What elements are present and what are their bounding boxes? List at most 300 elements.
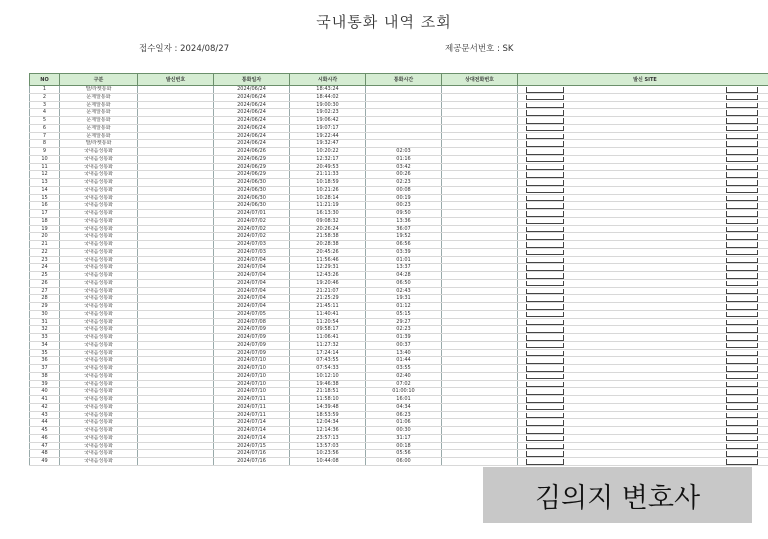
cell-caller-number	[138, 233, 214, 241]
cell-start-time: 21:11:33	[290, 171, 366, 179]
cell-no: 31	[30, 318, 60, 326]
cell-duration: 02:40	[366, 372, 442, 380]
cell-call-date: 2024/07/16	[214, 450, 290, 458]
redaction-box	[726, 126, 758, 132]
cell-duration: 01:16	[366, 155, 442, 163]
cell-type: 국내음성통화	[60, 450, 138, 458]
cell-start-time: 20:45:26	[290, 248, 366, 256]
cell-other-number	[442, 179, 518, 187]
redaction-box	[526, 265, 564, 271]
cell-start-time: 19:20:46	[290, 279, 366, 287]
redaction-box	[726, 444, 758, 450]
cell-no: 43	[30, 411, 60, 419]
table-row	[30, 171, 768, 179]
cell-call-date: 2024/07/04	[214, 264, 290, 272]
cell-call-date: 2024/07/03	[214, 248, 290, 256]
cell-site	[518, 163, 768, 171]
cell-type: 국내음성통화	[60, 434, 138, 442]
cell-other-number	[442, 225, 518, 233]
cell-other-number	[442, 233, 518, 241]
table-row	[30, 411, 768, 419]
cell-no: 25	[30, 272, 60, 280]
redaction-box	[726, 196, 758, 202]
cell-other-number	[442, 442, 518, 450]
cell-type: 국내음성통화	[60, 186, 138, 194]
cell-other-number	[442, 93, 518, 101]
redaction-box	[726, 110, 758, 116]
cell-call-date: 2024/07/04	[214, 295, 290, 303]
cell-other-number	[442, 171, 518, 179]
table-row	[30, 186, 768, 194]
redaction-box	[526, 180, 564, 186]
cell-call-date: 2024/07/04	[214, 303, 290, 311]
cell-start-time: 11:58:10	[290, 396, 366, 404]
cell-start-time: 16:13:30	[290, 210, 366, 218]
cell-type: 국내음성통화	[60, 248, 138, 256]
cell-call-date: 2024/07/10	[214, 380, 290, 388]
redaction-box	[526, 149, 564, 155]
cell-other-number	[442, 86, 518, 94]
redaction-box	[526, 358, 564, 364]
cell-site	[518, 295, 768, 303]
cell-caller-number	[138, 279, 214, 287]
redaction-box	[526, 405, 564, 411]
cell-start-time: 11:40:41	[290, 310, 366, 318]
cell-other-number	[442, 101, 518, 109]
cell-start-time: 21:18:51	[290, 388, 366, 396]
cell-start-time: 17:24:14	[290, 349, 366, 357]
cell-caller-number	[138, 357, 214, 365]
table-row	[30, 101, 768, 109]
cell-other-number	[442, 326, 518, 334]
cell-no: 30	[30, 310, 60, 318]
cell-type: 국내음성통화	[60, 396, 138, 404]
cell-call-date: 2024/07/15	[214, 442, 290, 450]
cell-duration: 36:07	[366, 225, 442, 233]
table-row	[30, 248, 768, 256]
cell-no: 34	[30, 341, 60, 349]
cell-site	[518, 117, 768, 125]
document-number: 제공문서번호 : SK	[445, 44, 514, 54]
cell-type: 국내음성통화	[60, 279, 138, 287]
cell-caller-number	[138, 163, 214, 171]
cell-site	[518, 217, 768, 225]
redaction-box	[526, 126, 564, 132]
redaction-box	[726, 374, 758, 380]
cell-other-number	[442, 248, 518, 256]
cell-site	[518, 86, 768, 94]
redaction-box	[526, 110, 564, 116]
cell-duration: 29:27	[366, 318, 442, 326]
cell-other-number	[442, 132, 518, 140]
cell-other-number	[442, 427, 518, 435]
table-row	[30, 365, 768, 373]
cell-no: 24	[30, 264, 60, 272]
cell-duration	[366, 132, 442, 140]
cell-call-date: 2024/07/14	[214, 419, 290, 427]
cell-caller-number	[138, 124, 214, 132]
cell-duration	[366, 117, 442, 125]
cell-call-date: 2024/07/10	[214, 372, 290, 380]
cell-type: 국내음성통화	[60, 318, 138, 326]
table-row	[30, 427, 768, 435]
cell-start-time: 19:00:30	[290, 101, 366, 109]
redaction-box	[526, 234, 564, 240]
cell-call-date: 2024/07/08	[214, 318, 290, 326]
table-row	[30, 341, 768, 349]
cell-duration: 13:36	[366, 217, 442, 225]
redaction-box	[526, 95, 564, 101]
redaction-box	[526, 366, 564, 372]
cell-other-number	[442, 155, 518, 163]
redaction-box	[526, 188, 564, 194]
cell-duration: 00:19	[366, 194, 442, 202]
redaction-box	[726, 149, 758, 155]
cell-caller-number	[138, 427, 214, 435]
table-row	[30, 310, 768, 318]
cell-type: 국내음성통화	[60, 419, 138, 427]
cell-start-time: 12:32:17	[290, 155, 366, 163]
table-row	[30, 334, 768, 342]
cell-type: 문제알통화	[60, 101, 138, 109]
cell-site	[518, 155, 768, 163]
cell-no: 17	[30, 210, 60, 218]
redaction-box	[526, 304, 564, 310]
cell-call-date: 2024/06/26	[214, 148, 290, 156]
redaction-box	[726, 343, 758, 349]
call-history-table	[29, 73, 768, 466]
cell-other-number	[442, 396, 518, 404]
cell-duration: 05:56	[366, 450, 442, 458]
cell-duration: 19:31	[366, 295, 442, 303]
cell-no: 41	[30, 396, 60, 404]
redaction-box	[526, 289, 564, 295]
redaction-box	[726, 413, 758, 419]
redaction-box	[526, 320, 564, 326]
cell-no: 33	[30, 334, 60, 342]
cell-duration: 01:00:10	[366, 388, 442, 396]
redaction-box	[726, 87, 758, 93]
table-row	[30, 155, 768, 163]
redaction-box	[526, 343, 564, 349]
cell-call-date: 2024/06/24	[214, 140, 290, 148]
redaction-box	[526, 134, 564, 140]
redaction-box	[726, 289, 758, 295]
cell-site	[518, 427, 768, 435]
cell-start-time: 21:45:11	[290, 303, 366, 311]
cell-caller-number	[138, 186, 214, 194]
table-row	[30, 303, 768, 311]
cell-duration: 13:40	[366, 349, 442, 357]
cell-other-number	[442, 210, 518, 218]
redaction-box	[526, 428, 564, 434]
redaction-box	[526, 296, 564, 302]
cell-site	[518, 171, 768, 179]
cell-duration: 09:50	[366, 210, 442, 218]
cell-other-number	[442, 109, 518, 117]
table-row	[30, 202, 768, 210]
cell-no: 5	[30, 117, 60, 125]
receipt-date: 접수일자 : 2024/08/27	[139, 44, 230, 54]
cell-duration: 07:02	[366, 380, 442, 388]
cell-call-date: 2024/07/10	[214, 357, 290, 365]
cell-start-time: 10:20:22	[290, 148, 366, 156]
table-row	[30, 442, 768, 450]
cell-no: 28	[30, 295, 60, 303]
cell-no: 9	[30, 148, 60, 156]
table-row	[30, 256, 768, 264]
cell-duration: 16:01	[366, 396, 442, 404]
cell-other-number	[442, 217, 518, 225]
redaction-box	[526, 196, 564, 202]
cell-start-time: 19:06:42	[290, 117, 366, 125]
cell-site	[518, 326, 768, 334]
cell-caller-number	[138, 171, 214, 179]
cell-site	[518, 365, 768, 373]
cell-site	[518, 434, 768, 442]
cell-call-date: 2024/06/30	[214, 194, 290, 202]
cell-other-number	[442, 388, 518, 396]
cell-call-date: 2024/07/04	[214, 272, 290, 280]
cell-start-time: 09:58:17	[290, 326, 366, 334]
table-row	[30, 388, 768, 396]
cell-type: 국내음성통화	[60, 272, 138, 280]
table-row	[30, 349, 768, 357]
cell-caller-number	[138, 380, 214, 388]
cell-call-date: 2024/07/09	[214, 349, 290, 357]
table-row	[30, 124, 768, 132]
redaction-box	[526, 227, 564, 233]
cell-type: 국내음성통화	[60, 365, 138, 373]
redaction-box	[726, 172, 758, 178]
table-row	[30, 217, 768, 225]
redaction-box	[526, 258, 564, 264]
cell-call-date: 2024/07/05	[214, 310, 290, 318]
cell-call-date: 2024/07/02	[214, 225, 290, 233]
cell-site	[518, 202, 768, 210]
cell-caller-number	[138, 396, 214, 404]
cell-call-date: 2024/07/09	[214, 341, 290, 349]
cell-caller-number	[138, 256, 214, 264]
cell-caller-number	[138, 272, 214, 280]
redaction-box	[726, 304, 758, 310]
header-no: NO	[30, 74, 60, 86]
cell-caller-number	[138, 241, 214, 249]
redaction-box	[526, 397, 564, 403]
cell-type: 국내음성통화	[60, 155, 138, 163]
cell-caller-number	[138, 155, 214, 163]
cell-other-number	[442, 318, 518, 326]
redaction-box	[526, 281, 564, 287]
cell-type: 발/라켓통화	[60, 86, 138, 94]
cell-type: 국내음성통화	[60, 241, 138, 249]
cell-start-time: 19:22:44	[290, 132, 366, 140]
cell-site	[518, 372, 768, 380]
cell-start-time: 21:58:38	[290, 233, 366, 241]
cell-start-time: 12:43:26	[290, 272, 366, 280]
cell-type: 국내음성통화	[60, 458, 138, 466]
cell-site	[518, 388, 768, 396]
cell-caller-number	[138, 434, 214, 442]
cell-start-time: 21:25:29	[290, 295, 366, 303]
cell-other-number	[442, 241, 518, 249]
redaction-box	[726, 165, 758, 171]
cell-site	[518, 194, 768, 202]
cell-other-number	[442, 124, 518, 132]
cell-no: 27	[30, 287, 60, 295]
cell-duration: 02:43	[366, 287, 442, 295]
redaction-box	[726, 366, 758, 372]
cell-start-time: 10:12:10	[290, 372, 366, 380]
cell-duration: 31:17	[366, 434, 442, 442]
cell-duration: 00:23	[366, 202, 442, 210]
cell-no: 35	[30, 349, 60, 357]
redaction-box	[726, 405, 758, 411]
redaction-box	[526, 172, 564, 178]
redaction-box	[726, 234, 758, 240]
cell-duration	[366, 93, 442, 101]
cell-caller-number	[138, 248, 214, 256]
cell-start-time: 18:43:24	[290, 86, 366, 94]
cell-type: 국내음성통화	[60, 427, 138, 435]
cell-type: 국내음성통화	[60, 326, 138, 334]
document-title: 국내통화 내역 조회	[316, 13, 452, 31]
table-row	[30, 241, 768, 249]
redaction-box	[726, 382, 758, 388]
cell-duration	[366, 101, 442, 109]
redaction-box	[526, 335, 564, 341]
header-call-date: 통화일자	[214, 74, 290, 86]
cell-site	[518, 380, 768, 388]
cell-type: 국내음성통화	[60, 411, 138, 419]
cell-no: 4	[30, 109, 60, 117]
cell-no: 3	[30, 101, 60, 109]
cell-site	[518, 210, 768, 218]
cell-other-number	[442, 202, 518, 210]
cell-start-time: 07:43:55	[290, 357, 366, 365]
redaction-box	[726, 351, 758, 357]
cell-start-time: 11:20:54	[290, 318, 366, 326]
redaction-box	[726, 211, 758, 217]
table-row	[30, 396, 768, 404]
cell-caller-number	[138, 202, 214, 210]
cell-start-time: 11:56:46	[290, 256, 366, 264]
cell-start-time: 11:06:41	[290, 334, 366, 342]
cell-other-number	[442, 349, 518, 357]
redaction-box	[726, 219, 758, 225]
cell-no: 18	[30, 217, 60, 225]
cell-call-date: 2024/06/29	[214, 171, 290, 179]
cell-duration: 02:03	[366, 148, 442, 156]
redaction-box	[726, 134, 758, 140]
cell-caller-number	[138, 388, 214, 396]
cell-caller-number	[138, 117, 214, 125]
redaction-box	[726, 312, 758, 318]
redaction-box	[526, 87, 564, 93]
redaction-box	[526, 312, 564, 318]
cell-other-number	[442, 411, 518, 419]
cell-caller-number	[138, 310, 214, 318]
cell-type: 문제알통화	[60, 124, 138, 132]
cell-start-time: 13:57:03	[290, 442, 366, 450]
cell-no: 38	[30, 372, 60, 380]
cell-type: 발/라켓통화	[60, 140, 138, 148]
cell-type: 국내음성통화	[60, 171, 138, 179]
cell-site	[518, 357, 768, 365]
cell-site	[518, 341, 768, 349]
cell-no: 37	[30, 365, 60, 373]
cell-duration	[366, 140, 442, 148]
redaction-box	[726, 451, 758, 457]
redaction-box	[526, 141, 564, 147]
cell-other-number	[442, 264, 518, 272]
cell-site	[518, 279, 768, 287]
cell-no: 45	[30, 427, 60, 435]
cell-type: 국내음성통화	[60, 194, 138, 202]
cell-caller-number	[138, 148, 214, 156]
cell-caller-number	[138, 194, 214, 202]
cell-start-time: 10:21:26	[290, 186, 366, 194]
cell-duration: 01:12	[366, 303, 442, 311]
redaction-box	[726, 397, 758, 403]
table-row	[30, 326, 768, 334]
cell-caller-number	[138, 318, 214, 326]
redaction-box	[726, 428, 758, 434]
redaction-box	[726, 242, 758, 248]
cell-other-number	[442, 163, 518, 171]
redaction-box	[526, 242, 564, 248]
table-row	[30, 287, 768, 295]
cell-type: 국내음성통화	[60, 256, 138, 264]
redaction-box	[726, 296, 758, 302]
cell-type: 국내음성통화	[60, 287, 138, 295]
cell-caller-number	[138, 326, 214, 334]
cell-call-date: 2024/07/04	[214, 256, 290, 264]
cell-duration: 01:39	[366, 334, 442, 342]
redaction-box	[726, 327, 758, 333]
cell-start-time: 11:27:32	[290, 341, 366, 349]
cell-type: 국내음성통화	[60, 442, 138, 450]
cell-site	[518, 272, 768, 280]
cell-call-date: 2024/07/04	[214, 287, 290, 295]
cell-caller-number	[138, 287, 214, 295]
redaction-box	[526, 382, 564, 388]
table-row	[30, 109, 768, 117]
redaction-box	[726, 281, 758, 287]
cell-type: 국내음성통화	[60, 303, 138, 311]
redaction-box	[526, 374, 564, 380]
cell-duration: 00:30	[366, 427, 442, 435]
cell-no: 13	[30, 179, 60, 187]
header-start-time: 시화시각	[290, 74, 366, 86]
cell-site	[518, 458, 768, 466]
cell-site	[518, 318, 768, 326]
table-row	[30, 132, 768, 140]
redaction-box	[526, 118, 564, 124]
cell-other-number	[442, 194, 518, 202]
cell-duration: 02:23	[366, 179, 442, 187]
cell-other-number	[442, 403, 518, 411]
cell-start-time: 09:08:32	[290, 217, 366, 225]
redaction-box	[726, 103, 758, 109]
cell-site	[518, 419, 768, 427]
cell-other-number	[442, 341, 518, 349]
cell-type: 국내음성통화	[60, 372, 138, 380]
cell-no: 23	[30, 256, 60, 264]
cell-duration: 03:39	[366, 248, 442, 256]
cell-caller-number	[138, 341, 214, 349]
cell-type: 국내음성통화	[60, 403, 138, 411]
